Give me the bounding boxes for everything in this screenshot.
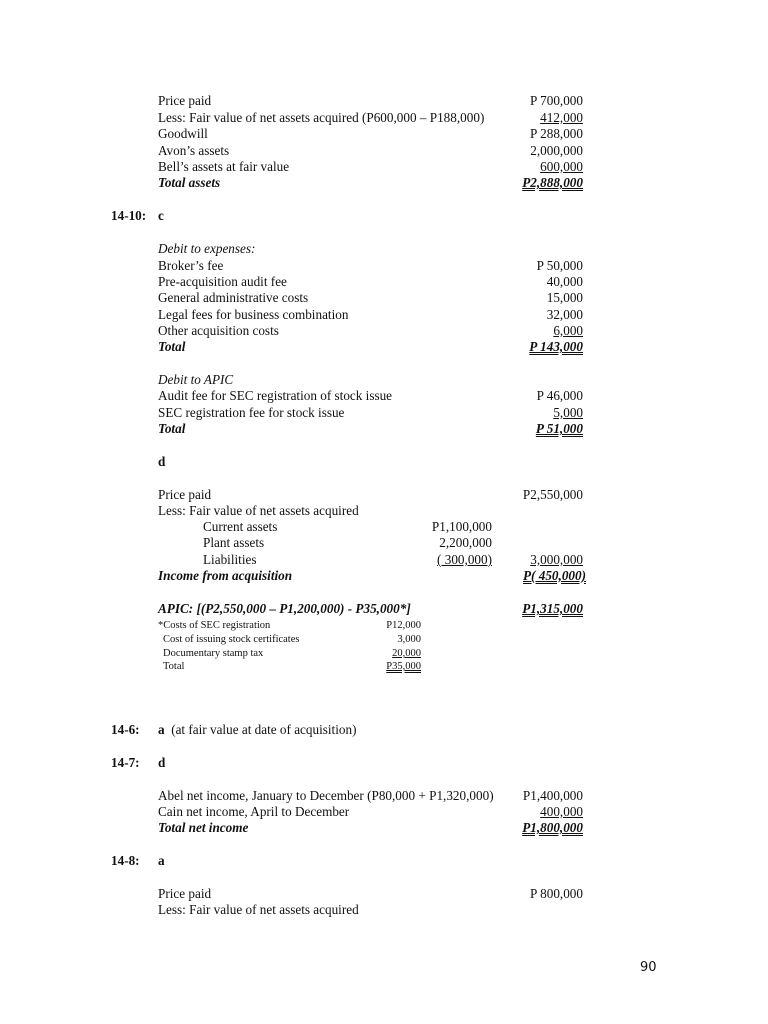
line-label: Legal fees for business combination [158,307,349,322]
line-label: Less: Fair value of net assets acquired [158,902,359,917]
footnote-label: Documentary stamp tax [163,648,264,659]
line-label: General administrative costs [158,290,309,305]
line-amount: 412,000 [540,110,583,125]
line-amount: P1,100,000 [431,519,492,534]
line-label: Audit fee for SEC registration of stock issue [158,388,393,403]
line-amount: P 700,000 [529,93,583,108]
line-label: Liabilities [203,552,257,567]
line-amount: P 288,000 [529,126,583,141]
line-amount: 15,000 [546,290,583,305]
question-number: 14-8: [111,853,140,868]
section-heading: Debit to expenses: [158,241,256,256]
line-label: Bell’s assets at fair value [158,159,290,174]
line-amount: 3,000,000 [530,552,583,567]
footnote-label: *Costs of SEC registration [158,620,271,631]
answer-letter: a [158,853,165,868]
line-amount: 2,200,000 [439,535,492,550]
question-number: 14-7: [111,755,140,770]
footnote-label: Cost of issuing stock certificates [163,634,300,645]
total-amount: P2,888,000 [522,175,583,190]
footnote-amount: 3,000 [397,634,421,645]
total-amount: P1,800,000 [522,820,583,835]
line-amount: 6,000 [553,323,583,338]
footnote-amount: P35,000 [386,661,421,672]
page-number: 90 [640,960,657,975]
total-label: Total assets [158,175,221,190]
question-number: 14-6: [111,722,140,737]
line-label: Price paid [158,93,212,108]
line-amount: ( 300,000) [437,552,492,567]
line-amount: 400,000 [540,804,583,819]
footnote-label: Total [163,661,185,672]
line-amount: 2,000,000 [530,143,583,158]
line-label: Price paid [158,487,212,502]
answer-letter: c [158,208,164,223]
line-label: Pre-acquisition audit fee [158,274,287,289]
footnote-amount: P12,000 [386,620,421,631]
total-amount: P 143,000 [529,339,583,354]
answer-letter: a [158,722,165,737]
line-amount: P1,400,000 [522,788,583,803]
total-amount: P 51,000 [535,421,583,436]
line-amount: 32,000 [546,307,583,322]
line-label: Less: Fair value of net assets acquired [158,503,359,518]
answer-line [158,722,356,738]
line-label: Other acquisition costs [158,323,279,338]
line-label: Avon’s assets [158,143,230,158]
line-amount: P2,550,000 [522,487,583,502]
apic-amount: P1,315,000 [522,601,583,616]
line-label: Price paid [158,886,212,901]
apic-formula: APIC: [(P2,550,000 – P1,200,000) - P35,000*] [158,601,411,616]
line-amount: P 800,000 [529,886,583,901]
line-label: Plant assets [203,535,265,550]
line-amount: P 46,000 [536,388,583,403]
line-label: SEC registration fee for stock issue [158,405,345,420]
footnote-amount: 20,000 [392,648,421,659]
answer-note: (at fair value at date of acquisition) [171,722,357,737]
total-label: Income from acquisition [158,568,293,583]
total-label: Total net income [158,820,249,835]
answer-letter: d [158,755,166,770]
line-label: Less: Fair value of net assets acquired (P600,000 – P188,000) [158,110,485,125]
section-heading: Debit to APIC [158,372,234,387]
line-amount: P 50,000 [536,258,583,273]
line-amount: 600,000 [540,159,583,174]
line-amount: 5,000 [553,405,583,420]
answer-letter: d [158,454,166,469]
total-label: Total [158,421,186,436]
line-label: Abel net income, January to December (P80,000 + P1,320,000) [158,788,494,803]
line-label: Broker’s fee [158,258,224,273]
line-label: Current assets [203,519,278,534]
total-label: Total [158,339,186,354]
total-amount: P( 450,000) [523,568,586,583]
line-label: Goodwill [158,126,208,141]
line-label: Cain net income, April to December [158,804,350,819]
line-amount: 40,000 [546,274,583,289]
question-number: 14-10: [111,208,147,223]
